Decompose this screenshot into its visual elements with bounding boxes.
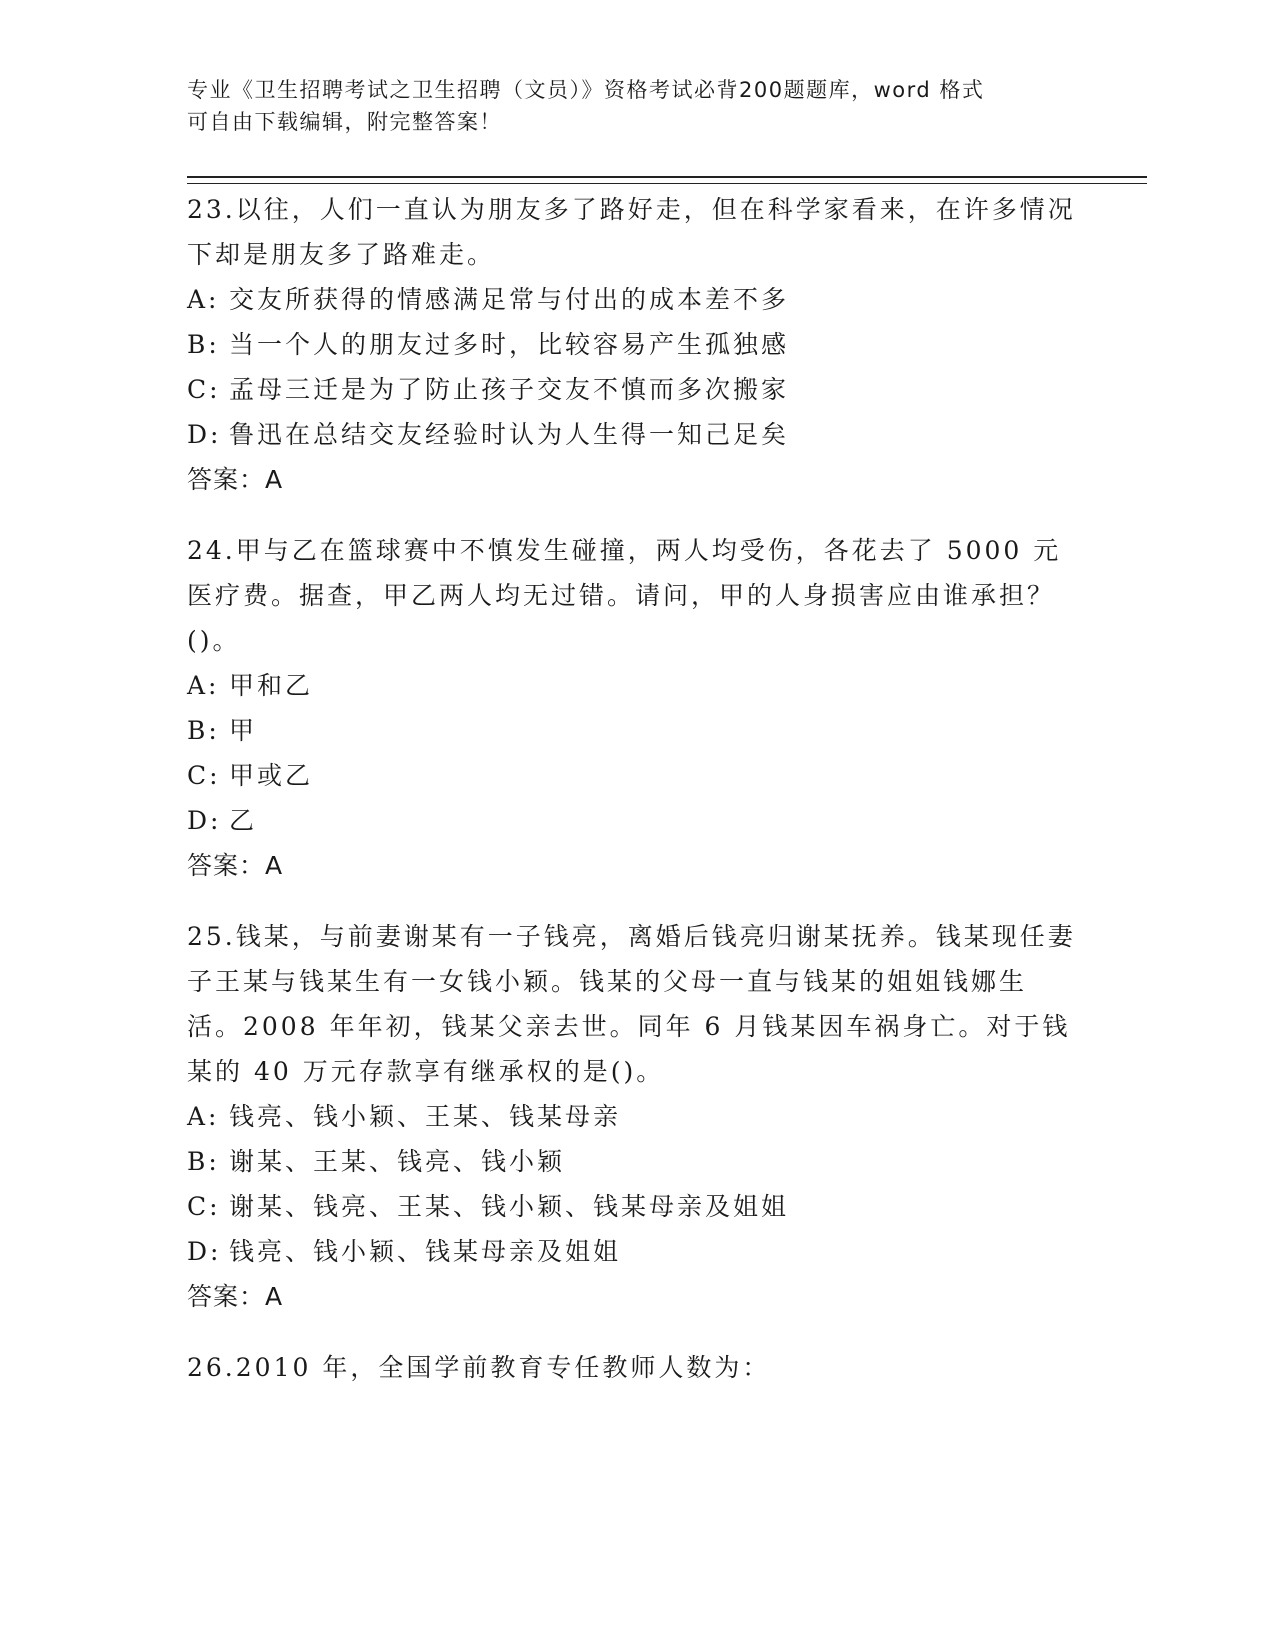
answer-value: A bbox=[265, 851, 284, 880]
option-c bbox=[187, 367, 1077, 412]
answer-line bbox=[187, 843, 1077, 888]
option-text: 甲或乙 bbox=[229, 761, 314, 790]
option-text: 鲁迅在总结交友经验时认为人生得一知己足矣 bbox=[229, 420, 790, 449]
option-a bbox=[187, 1094, 1077, 1139]
option-text: 钱亮、钱小颖、王某、钱某母亲 bbox=[229, 1102, 622, 1131]
question-25 bbox=[187, 914, 1077, 1319]
question-26 bbox=[187, 1345, 1077, 1390]
question-stem: 25.钱某，与前妻谢某有一子钱亮，离婚后钱亮归谢某抚养。钱某现任妻子王某与钱某生有一女钱小颖。钱某的父母一直与钱某的姐姐钱娜生活。2008 年年初，钱某父亲去世。同年 6 月钱某因车祸身亡。对于钱某的 40 万元存款享有继承权的是()。 bbox=[187, 922, 1076, 1086]
option-text: 钱亮、钱小颖、钱某母亲及姐姐 bbox=[229, 1237, 622, 1266]
answer-line bbox=[187, 1274, 1077, 1319]
question-stem: 26.2010 年，全国学前教育专任教师人数为： bbox=[187, 1353, 771, 1382]
answer-value: A bbox=[265, 465, 284, 494]
answer-value: A bbox=[265, 1282, 284, 1311]
option-text: 甲和乙 bbox=[229, 671, 314, 700]
question-stem: 23.以往，人们一直认为朋友多了路好走，但在科学家看来，在许多情况下却是朋友多了路难走。 bbox=[187, 195, 1076, 269]
answer-label: 答案： bbox=[187, 851, 266, 880]
option-letter: D: bbox=[187, 1237, 222, 1266]
option-b bbox=[187, 1139, 1077, 1184]
option-letter: C: bbox=[187, 375, 221, 404]
header-divider-thick bbox=[187, 176, 1147, 178]
option-a bbox=[187, 277, 1077, 322]
option-letter: A: bbox=[187, 1102, 220, 1131]
header-divider-thin bbox=[187, 183, 1147, 184]
option-letter: B: bbox=[187, 1147, 220, 1176]
question-stem: 24.甲与乙在篮球赛中不慎发生碰撞，两人均受伤，各花去了 5000 元医疗费。据查，甲乙两人均无过错。请问，甲的人身损害应由谁承担？()。 bbox=[187, 536, 1062, 655]
option-letter: A: bbox=[187, 671, 220, 700]
option-text: 谢某、钱亮、王某、钱小颖、钱某母亲及姐姐 bbox=[229, 1192, 790, 1221]
question-23 bbox=[187, 187, 1077, 502]
question-list bbox=[187, 187, 1077, 1416]
header-line-1: 专业《卫生招聘考试之卫生招聘（文员）》资格考试必背200题题库，word 格式 bbox=[187, 78, 985, 102]
option-b bbox=[187, 322, 1077, 367]
option-text: 孟母三迁是为了防止孩子交友不慎而多次搬家 bbox=[229, 375, 790, 404]
option-a bbox=[187, 663, 1077, 708]
answer-label: 答案： bbox=[187, 1282, 266, 1311]
option-letter: D: bbox=[187, 420, 222, 449]
option-letter: C: bbox=[187, 1192, 221, 1221]
option-b bbox=[187, 708, 1077, 753]
option-text: 当一个人的朋友过多时，比较容易产生孤独感 bbox=[229, 330, 790, 359]
option-text: 谢某、王某、钱亮、钱小颖 bbox=[229, 1147, 566, 1176]
option-letter: B: bbox=[187, 716, 220, 745]
option-d bbox=[187, 798, 1077, 843]
option-d bbox=[187, 412, 1077, 457]
answer-line bbox=[187, 457, 1077, 502]
option-text: 乙 bbox=[229, 806, 258, 835]
option-c bbox=[187, 753, 1077, 798]
option-letter: B: bbox=[187, 330, 220, 359]
option-letter: A: bbox=[187, 285, 220, 314]
document-header bbox=[187, 74, 1087, 138]
option-text: 甲 bbox=[229, 716, 258, 745]
option-text: 交友所获得的情感满足常与付出的成本差不多 bbox=[229, 285, 790, 314]
answer-label: 答案： bbox=[187, 465, 266, 494]
option-letter: C: bbox=[187, 761, 221, 790]
option-d bbox=[187, 1229, 1077, 1274]
option-c bbox=[187, 1184, 1077, 1229]
option-letter: D: bbox=[187, 806, 222, 835]
header-line-2: 可自由下载编辑，附完整答案！ bbox=[187, 110, 502, 134]
question-24 bbox=[187, 528, 1077, 888]
